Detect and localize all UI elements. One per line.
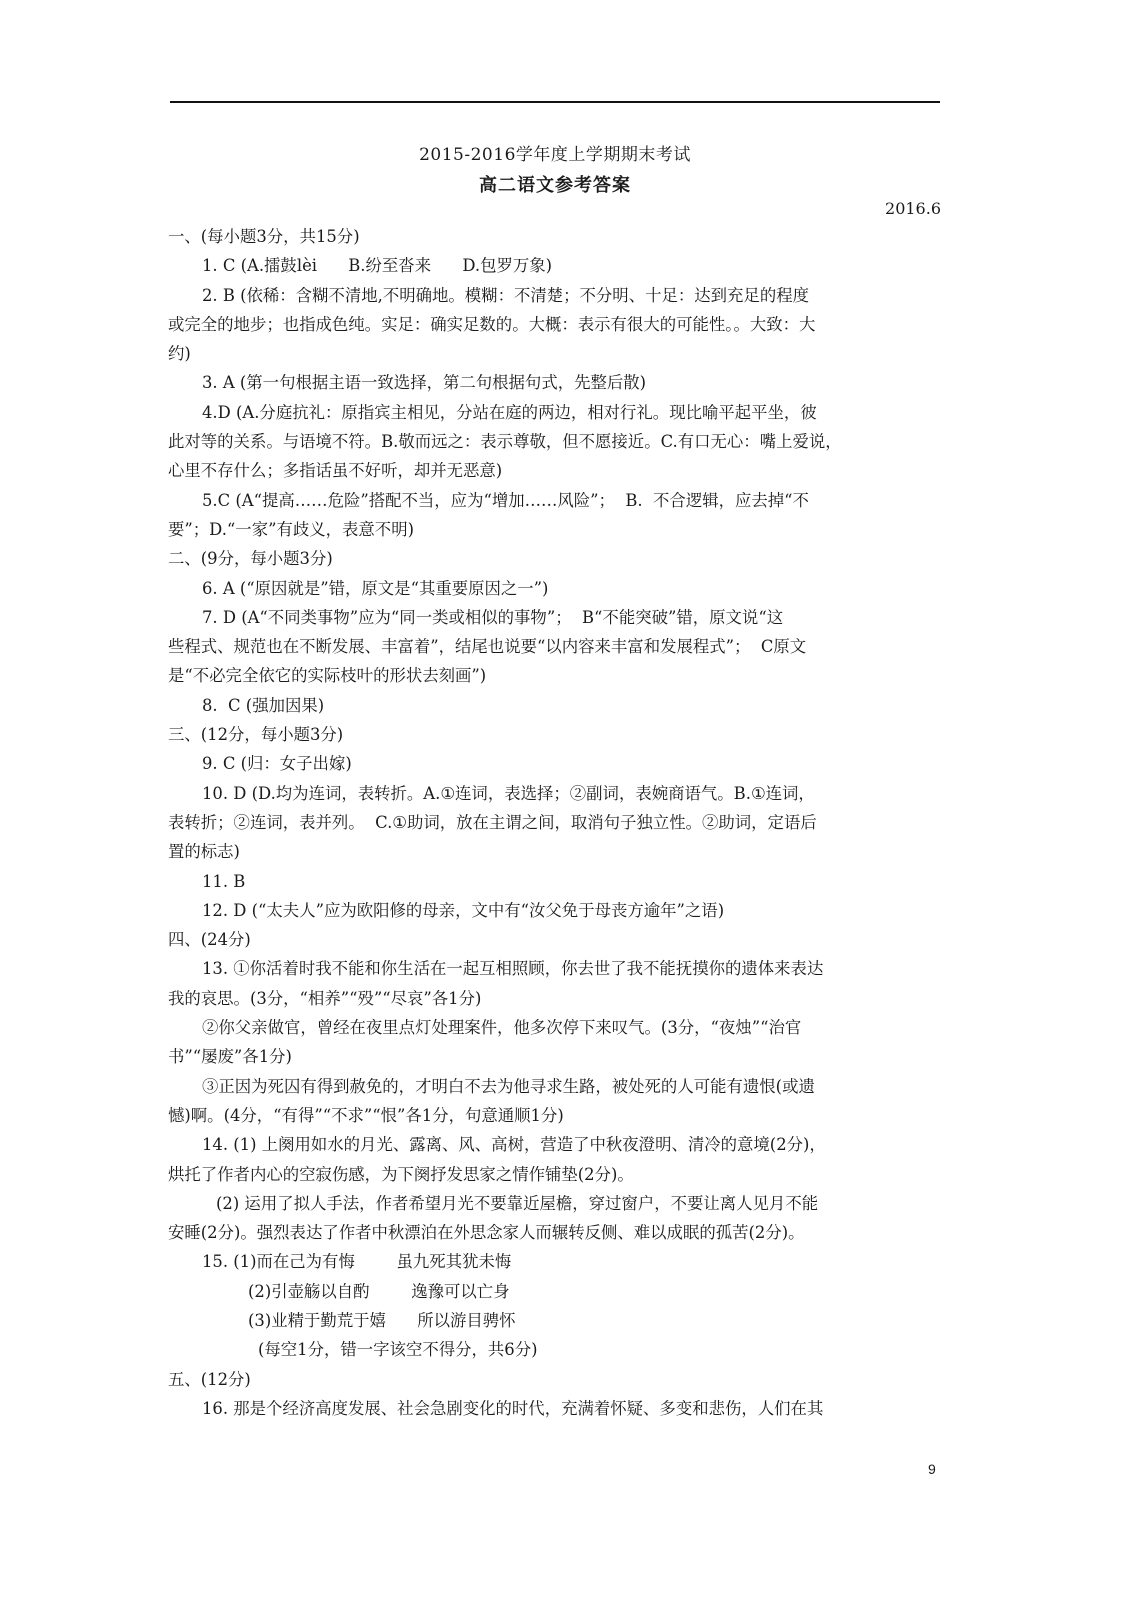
text-line: (3)业精于勤荒于嬉 所以游目骋怀 [248, 1310, 516, 1330]
answer-key-body [168, 222, 942, 1423]
text-line: 11. B [202, 871, 246, 891]
text-line: 憾)啊。(4分，“有得”“不求”“恨”各1分，句意通顺1分) [168, 1105, 564, 1125]
text-line: 些程式、规范也在不断发展、丰富着”，结尾也说要“以内容来丰富和发展程式”； C原文 [168, 637, 807, 657]
text-line: 12. D (“太夫人”应为欧阳修的母亲，文中有“汝父免于母丧方逾年”之语) [202, 900, 725, 920]
text-line: (每空1分，错一字该空不得分，共6分) [258, 1340, 538, 1360]
exam-date: 2016.6 [885, 199, 941, 218]
text-line: 16. 那是个经济高度发展、社会急剧变化的时代，充满着怀疑、多变和悲伤，人们在其 [202, 1398, 824, 1418]
text-line: 4.D (A.分庭抗礼：原指宾主相见，分站在庭的两边，相对行礼。现比喻平起平坐，彼 [202, 402, 817, 422]
text-line: 三、(12分，每小题3分) [168, 725, 344, 745]
exam-subtitle: 高二语文参考答案 [479, 175, 631, 196]
text-line: ③正因为死囚有得到赦免的，才明白不去为他寻求生路，被处死的人可能有遗恨(或遗 [202, 1076, 815, 1096]
text-line: 9. C (归：女子出嫁) [202, 754, 352, 774]
header-rule [170, 101, 940, 103]
text-line: 3. A (第一句根据主语一致选择，第二句根据句式，先整后散) [202, 373, 647, 393]
text-line: (2) 运用了拟人手法，作者希望月光不要靠近屋檐，穿过窗户，不要让离人见月不能 [216, 1193, 819, 1213]
text-line: 二、(9分，每小题3分) [168, 549, 333, 569]
text-line: 是“不必完全依它的实际枝叶的形状去刻画”) [168, 666, 487, 686]
text-line: 6. A (“原因就是”错，原文是“其重要原因之一”) [202, 578, 549, 598]
text-line: 8. C (强加因果) [202, 695, 325, 715]
text-line: 烘托了作者内心的空寂伤感，为下阕抒发思家之情作铺垫(2分)。 [168, 1164, 634, 1184]
text-line: 书”“屡废”各1分) [168, 1047, 292, 1067]
text-line: 约) [168, 344, 191, 364]
text-line: 此对等的关系。与语境不符。B.敬而远之：表示尊敬，但不愿接近。C.有口无心：嘴上爱说， [168, 432, 842, 452]
text-line: 15. (1)而在己为有悔 虽九死其犹未悔 [202, 1252, 512, 1272]
text-line: 10. D (D.均为连词，表转折。A.①连词，表选择；②副词，表婉商语气。B.①连词， [202, 783, 815, 803]
text-line: 13. ①你活着时我不能和你生活在一起互相照顾，你去世了我不能抚摸你的遗体来表达 [202, 959, 824, 979]
text-line: 五、(12分) [168, 1369, 251, 1389]
text-line: (2)引壶觞以自酌 逸豫可以亡身 [248, 1281, 510, 1301]
text-line: 心里不存什么；多指话虽不好听，却并无恶意) [168, 461, 503, 481]
text-line: 14. (1) 上阕用如水的月光、露离、风、高树，营造了中秋夜澄明、清冷的意境(2分)， [202, 1135, 826, 1155]
text-line: 表转折；②连词，表并列。 C.①助词，放在主谓之间，取消句子独立性。②助词，定语后 [168, 812, 817, 832]
exam-title: 2015-2016学年度上学期期末考试 [419, 145, 691, 165]
text-line: 我的哀思。(3分，“相养”“殁”“尽哀”各1分) [168, 988, 482, 1008]
text-line: 1. C (A.擂鼓lèi B.纷至沓来 D.包罗万象) [202, 256, 553, 276]
text-line: ②你父亲做官，曾经在夜里点灯处理案件，他多次停下来叹气。(3分，“夜烛”“治官 [202, 1018, 802, 1038]
text-line: 四、(24分) [168, 930, 251, 950]
page-number: 9 [928, 1461, 936, 1477]
text-line: 安睡(2分)。强烈表达了作者中秋漂泊在外思念家人而辗转反侧、难以成眠的孤苦(2分)。 [168, 1223, 805, 1243]
text-line: 2. B (依稀：含糊不清地,不明确地。模糊：不清楚；不分明、十足：达到充足的程度 [202, 285, 809, 305]
text-line: 7. D (A“不同类事物”应为“同一类或相似的事物”； B“不能突破”错，原文说“这 [202, 607, 784, 627]
text-line: 5.C (A“提高……危险”搭配不当，应为“增加……风险”； B. 不合逻辑，应去掉“不 [202, 490, 809, 510]
text-line: 置的标志) [168, 842, 240, 862]
text-line: 或完全的地步；也指成色纯。实足：确实足数的。大概：表示有很大的可能性。。大致：大 [168, 314, 816, 334]
text-line: 要”；D.“一家”有歧义，表意不明) [168, 519, 414, 539]
text-line: 一、(每小题3分，共15分) [168, 227, 360, 246]
